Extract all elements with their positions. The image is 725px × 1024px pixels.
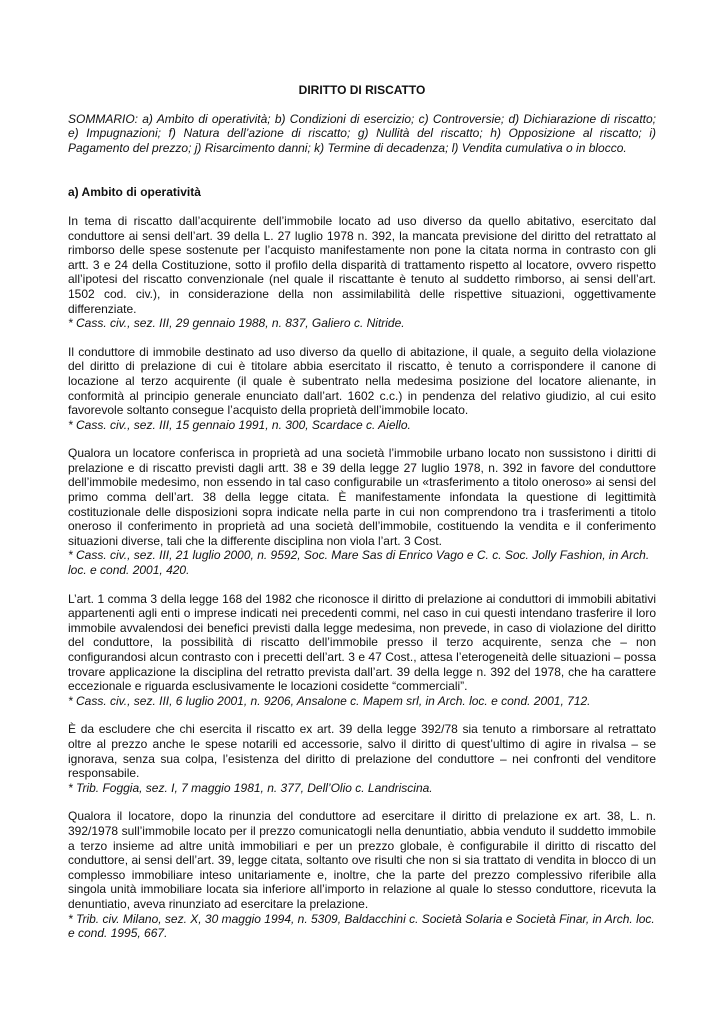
document-page — [68, 83, 656, 955]
case-entry — [68, 214, 656, 331]
section-heading: a) Ambito di operatività — [68, 185, 201, 200]
case-text: Qualora il locatore, dopo la rinunzia del conduttore ad esercitare il diritto di prelazione ex art. 38, L. n. 392/1978 sull’immobile locato per il prezzo comunicatogli nella denuntiatio, abbia venduto il suddetto immobile a terzo insieme ad altre unità immobiliari e per un prezzo globale, è configurabile il diritto di riscatto del conduttore, ai sensi dell’art. 39, legge citata, soltanto ove risulti che non si sia trattato di vendita in blocco di un complesso immobiliare inteso unitariamente e, inoltre, che la parte del prezzo complessivo riferibile alla singola unità immobiliare locata sia inferiore all’importo in relazione al quale lo stesso conduttore, ricevuta la denuntiatio, aveva rinunziato ad esercitare la prelazione. — [68, 809, 656, 911]
case-entry — [68, 592, 656, 709]
case-text: Qualora un locatore conferisca in proprietà ad una società l’immobile urbano locato non sussistono i diritti di prelazione e di riscatto previsti dagli artt. 38 e 39 della legge 27 luglio 1978, n. 392 in favore del conduttore dell’immobile medesimo, non essendo in tal caso configurabile un «trasferimento a titolo oneroso» ai sensi del primo comma dell’art. 38 della legge citata. È manifestamente infondata la questione di legittimità costituzionale delle disposizioni sopra indicate nella parte in cui non comprendono tra i trasferimenti a titolo oneroso il conferimento in proprietà ad una società dell’immobile, costituendo la vendita e il conferimento situazioni diverse, tali che la differente disciplina non viola l’art. 3 Cost. — [68, 446, 656, 548]
case-entry — [68, 345, 656, 433]
case-citation: * Cass. civ., sez. III, 21 luglio 2000, n. 9592, Soc. Mare Sas di Enrico Vago e C. c. Soc. Jolly Fashion, in Arch. loc. e cond. 2001, 420. — [68, 548, 650, 578]
case-text: È da escludere che chi esercita il riscatto ex art. 39 della legge 392/78 sia tenuto a rimborsare al retrattato oltre al prezzo anche le spese notarili ed accessorie, salvo il diritto di quest’ultimo di agire in rivalsa – se ignorava, senza sua colpa, l’esistenza del diritto di prelazione del conduttore – nei confronti del venditore responsabile. — [68, 722, 656, 781]
case-citation: * Trib. civ. Milano, sez. X, 30 maggio 1994, n. 5309, Baldacchini c. Società Solaria e Società Finar, in Arch. loc. e cond. 1995, 667. — [68, 911, 655, 941]
case-entry — [68, 722, 656, 795]
document-title: DIRITTO DI RISCATTO — [298, 83, 426, 97]
case-text: Il conduttore di immobile destinato ad uso diverso da quello di abitazione, il quale, a seguito della violazione del diritto di prelazione di cui è titolare abbia esercitato il riscatto, è tenuto a corrispondere il canone di locazione al terzo acquirente (il quale è subentrato nella medesima posizione del locatore alienante, in conformità al principio generale enunciato dall’art. 1602 c.c.) in pendenza del relativo giudizio, al cui esito favorevole soltanto consegue l’acquisto della proprietà dell’immobile locato. — [68, 344, 656, 418]
case-citation: * Cass. civ., sez. III, 6 luglio 2001, n. 9206, Ansalone c. Mapem srl, in Arch. loc. e cond. 2001, 712. — [68, 693, 591, 708]
summary-paragraph: SOMMARIO: a) Ambito di operatività; b) Condizioni di esercizio; c) Controversie; d) Dichiarazione di riscatto; e) Impugnazioni; f) Natura dell’azione di riscatto; g) Nullità del riscatto; h) Opposizione al riscatto; i) Pagamento del prezzo; j) Risarcimento danni; k) Termine di decadenza; l) Vendita cumulativa o in blocco. — [68, 111, 656, 155]
case-text: L’art. 1 comma 3 della legge 168 del 1982 che riconosce il diritto di prelazione ai conduttori di immobili abitativi appartenenti agli enti o imprese indicati nei precedenti commi, nel caso in cui questi intendano trasferire il loro immobile avvalendosi dei benefici previsti dalla legge medesima, non prevede, in caso di violazione del diritto del conduttore, la possibilità di riscatto dell’immobile presso il terzo acquirente, senza che – non configurandosi alcun contrasto con i precetti dell’art. 3 e 47 Cost., attesa l’eterogeneità delle situazioni – possa trovare applicazione la disciplina del retratto prevista dall’art. 39 della legge n. 392 del 1978, che ha carattere eccezionale e riguarda esclusivamente le locazioni cosidette “commerciali”. — [68, 591, 656, 694]
case-citation: * Cass. civ., sez. III, 15 gennaio 1991, n. 300, Scardace c. Aiello. — [68, 417, 411, 432]
case-citation: * Cass. civ., sez. III, 29 gennaio 1988, n. 837, Galiero c. Nitride. — [68, 316, 405, 331]
case-entry — [68, 446, 656, 577]
case-citation: * Trib. Foggia, sez. I, 7 maggio 1981, n. 377, Dell’Olio c. Landriscina. — [68, 780, 433, 795]
case-text: In tema di riscatto dall’acquirente dell’immobile locato ad uso diverso da quello abitativo, esercitato dal conduttore ai sensi dell’art. 39 della L. 27 luglio 1978 n. 392, la mancata previsione del diritto del retrattato al rimborso delle spese sostenute per l’acquisto manifestamente non pone la citata norma in contrasto con gli artt. 3 e 24 della Costituzione, sotto il profilo della disparità di trattamento rispetto al locatore, ovvero rispetto all’ipotesi del riscatto convenzionale (nel quale il riscattante è tenuto al suddetto rimborso, ai sensi dell’art. 1502 cod. civ.), in considerazione della non assimilabilità delle rispettive situazioni, oggettivamente differenziate. — [68, 213, 656, 316]
case-entry — [68, 809, 656, 940]
